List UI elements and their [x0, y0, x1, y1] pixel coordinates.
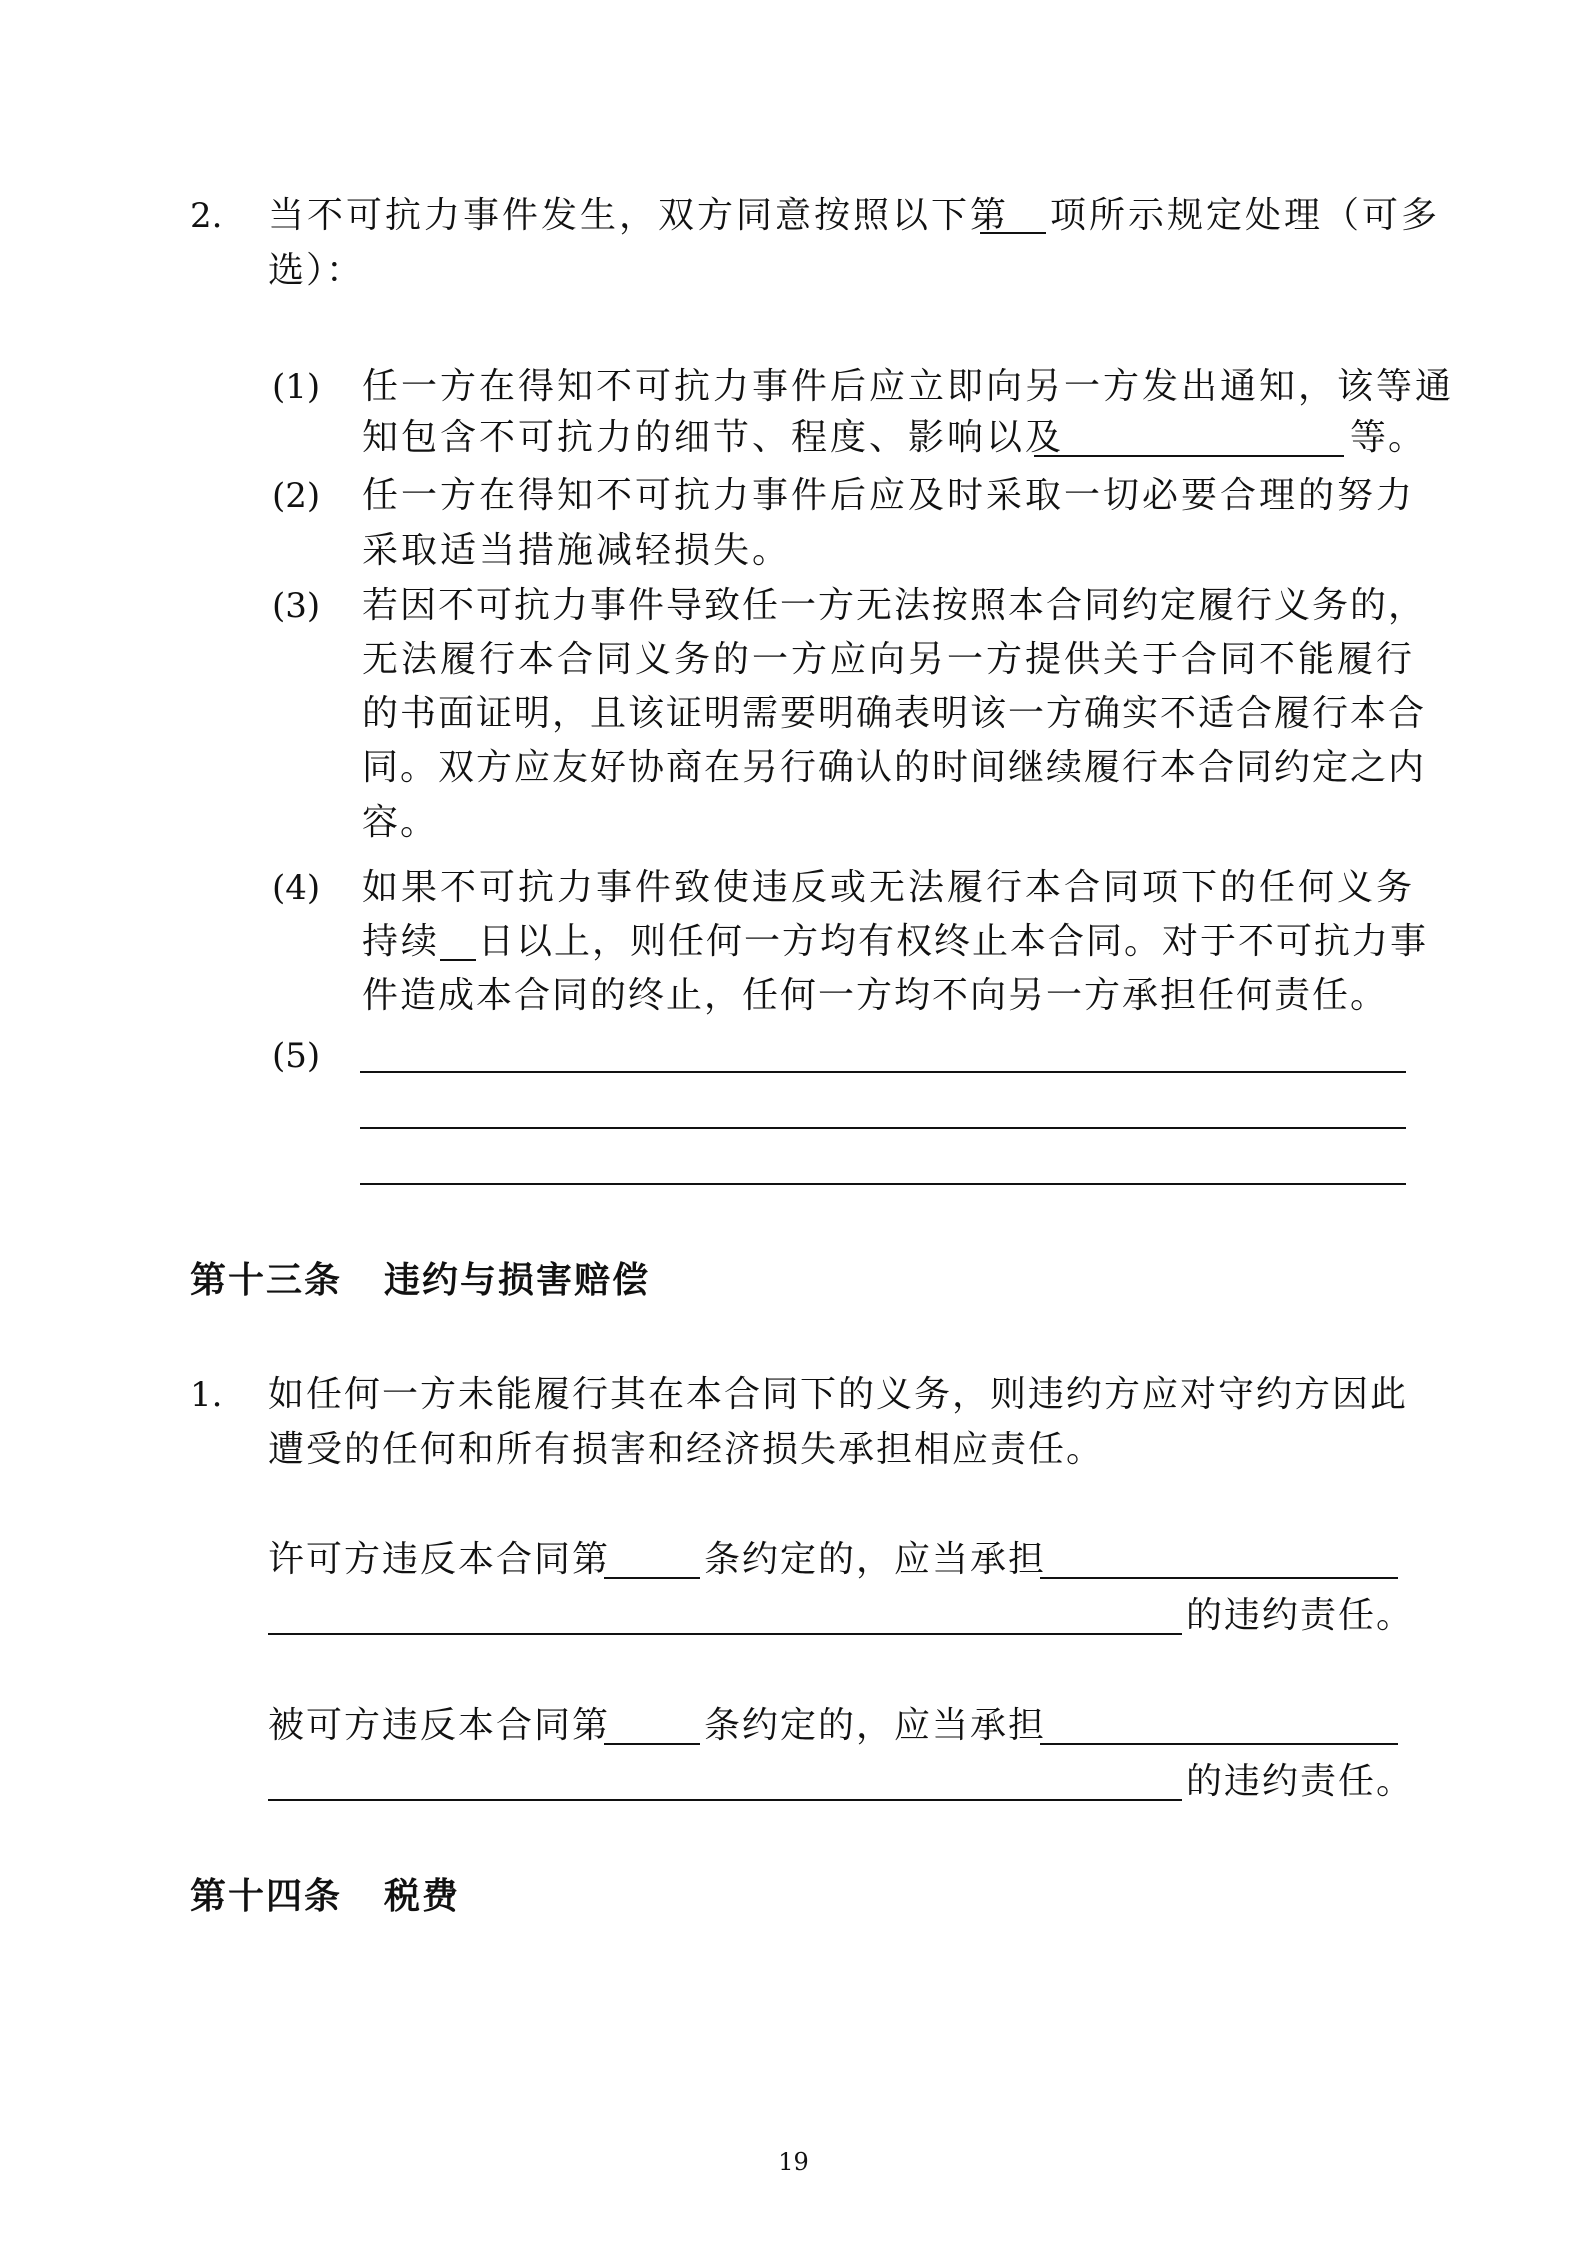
item-4-line-1: 如果不可抗力事件致使违反或无法履行本合同项下的任何义务 — [362, 867, 1416, 908]
item-4-line-3: 件造成本合同的终止，任何一方均不向另一方承担任何责任。 — [362, 975, 1389, 1016]
licensee-line-part-1: 被可方违反本合同第 — [268, 1705, 611, 1746]
licensee-article-blank — [604, 1743, 700, 1745]
item-4-line-2-start: 持续 — [362, 921, 441, 962]
item-5-blank-1 — [360, 1071, 1406, 1073]
clause-2-item-blank — [980, 232, 1046, 234]
item-3-line-2: 无法履行本合同义务的一方应向另一方提供关于合同不能履行 — [362, 639, 1416, 680]
item-3-line-4: 同。双方应友好协商在另行确认的时间继续履行本合同约定之内 — [362, 747, 1427, 788]
licensee-liability-blank-1 — [1040, 1743, 1398, 1745]
item-4-line-2-end: 日以上，则任何一方均有权终止本合同。对于不可抗力事 — [478, 921, 1429, 962]
licensee-line-end: 的违约责任。 — [1186, 1761, 1415, 1802]
licensor-line-end: 的违约责任。 — [1186, 1595, 1415, 1636]
item-4-days-blank — [440, 959, 476, 961]
item-1-blank — [1034, 455, 1344, 457]
item-4-number: (4) — [272, 868, 321, 908]
item-3-line-1: 若因不可抗力事件导致任一方无法按照本合同约定履行义务的， — [362, 585, 1427, 626]
article-14-heading — [190, 1876, 460, 1916]
clause-2-line-1: 当不可抗力事件发生，双方同意按照以下第 — [268, 195, 1010, 236]
clause-13-1-line-2: 遭受的任何和所有损害和经济损失承担相应责任。 — [268, 1429, 1105, 1470]
item-5-blank-3 — [360, 1183, 1406, 1185]
article-13-number: 第十三条 — [190, 1259, 343, 1301]
clause-13-1-line-1: 如任何一方未能履行其在本合同下的义务，则违约方应对守约方因此 — [268, 1374, 1409, 1415]
licensor-liability-blank-2 — [268, 1633, 1182, 1635]
clause-2-line-1-end: 项所示规定处理（可多 — [1050, 195, 1441, 236]
licensor-line-part-1: 许可方违反本合同第 — [268, 1539, 611, 1580]
item-2-line-1: 任一方在得知不可抗力事件后应及时采取一切必要合理的努力 — [362, 475, 1416, 516]
licensor-article-blank — [604, 1577, 700, 1579]
licensee-line-part-2: 条约定的，应当承担 — [704, 1705, 1047, 1746]
licensee-liability-blank-2 — [268, 1799, 1182, 1801]
item-1-after-blank: 等。 — [1350, 417, 1427, 458]
clause-2-line-2: 选）： — [268, 250, 365, 291]
item-5-number: (5) — [272, 1036, 321, 1076]
item-2-line-2: 采取适当措施减轻损失。 — [362, 530, 792, 571]
item-2-number: (2) — [272, 476, 321, 516]
item-1-number: (1) — [272, 367, 321, 407]
clause-2-number: 2. — [190, 196, 223, 236]
item-5-blank-2 — [360, 1127, 1406, 1129]
item-1-line-1: 任一方在得知不可抗力事件后应立即向另一方发出通知，该等通 — [362, 366, 1455, 407]
clause-13-1-number: 1. — [190, 1375, 223, 1415]
item-3-number: (3) — [272, 586, 321, 626]
article-13-title: 违约与损害赔偿 — [384, 1259, 651, 1301]
item-3-line-3: 的书面证明，且该证明需要明确表明该一方确实不适合履行本合 — [362, 693, 1427, 734]
article-13-heading — [190, 1260, 650, 1300]
licensor-line-part-2: 条约定的，应当承担 — [704, 1539, 1047, 1580]
licensor-liability-blank-1 — [1040, 1577, 1398, 1579]
article-14-number: 第十四条 — [190, 1875, 343, 1917]
item-1-line-2: 知包含不可抗力的细节、程度、影响以及 — [362, 417, 1065, 458]
article-14-title: 税费 — [384, 1875, 461, 1917]
page-number: 19 — [778, 2148, 809, 2176]
item-3-line-5: 容。 — [362, 802, 439, 843]
